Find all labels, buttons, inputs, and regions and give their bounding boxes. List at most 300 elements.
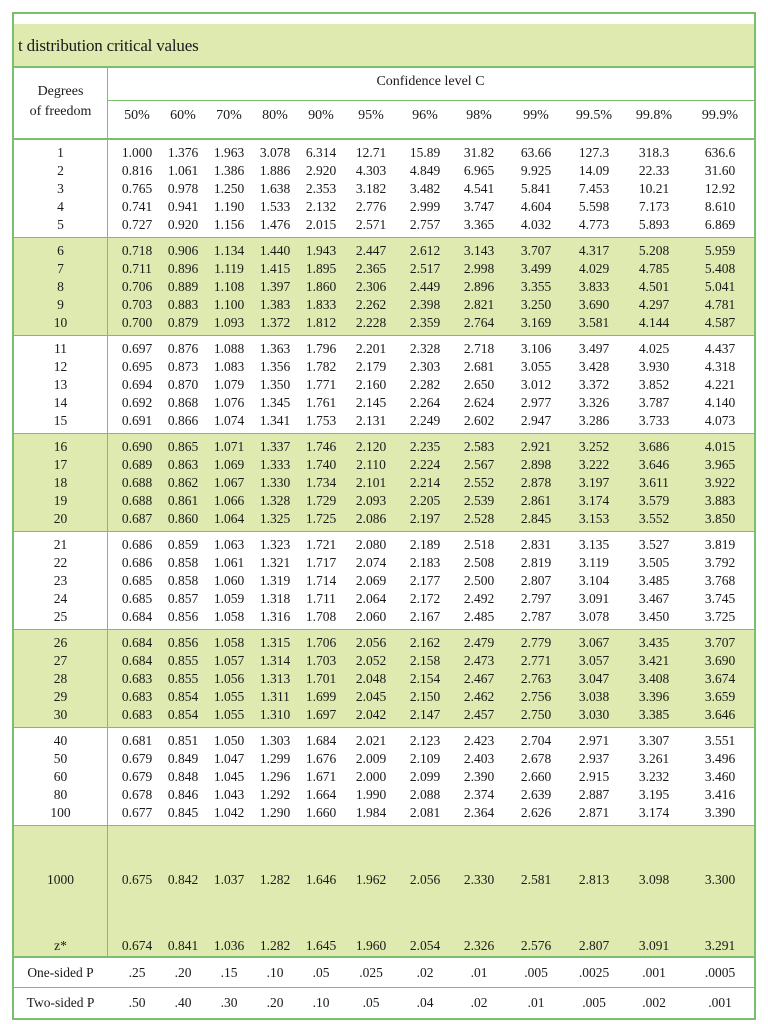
critical-value: 2.052: [355, 653, 387, 668]
critical-value: 0.876: [167, 341, 199, 356]
df-value: 19: [53, 493, 68, 508]
critical-value: 0.856: [167, 609, 199, 624]
critical-value: 2.947: [520, 413, 552, 428]
critical-value: 1.134: [213, 243, 245, 258]
critical-value: 2.177: [409, 573, 441, 588]
table-row: [14, 804, 754, 822]
critical-value: 4.144: [638, 315, 670, 330]
critical-value: 2.920: [305, 163, 337, 178]
critical-value: 3.047: [578, 671, 610, 686]
critical-value: 3.674: [704, 671, 736, 686]
df-value: 60: [53, 769, 68, 784]
table-row: [14, 670, 754, 688]
critical-value: 3.725: [704, 609, 736, 624]
df-value: 14: [53, 395, 68, 410]
critical-value: 2.567: [463, 457, 495, 472]
df-value: 3: [57, 181, 64, 196]
critical-value: 31.60: [704, 163, 736, 178]
critical-value: 2.581: [520, 872, 552, 887]
critical-value: 0.718: [121, 243, 153, 258]
critical-value: 3.690: [704, 653, 736, 668]
critical-value: 1.156: [213, 217, 245, 232]
critical-value: 3.307: [638, 733, 670, 748]
table-row: [14, 260, 754, 278]
table-row: [14, 144, 754, 162]
critical-value: 1.333: [259, 457, 291, 472]
critical-value: 2.353: [305, 181, 337, 196]
critical-value: 1.100: [213, 297, 245, 312]
critical-value: 3.408: [638, 671, 670, 686]
df-value: 2: [57, 163, 64, 178]
critical-value: 1.990: [355, 787, 387, 802]
critical-value: 1.190: [213, 199, 245, 214]
critical-value: 4.317: [578, 243, 610, 258]
critical-value: 3.505: [638, 555, 670, 570]
critical-value: 1.069: [213, 457, 245, 472]
critical-value: 0.849: [167, 751, 199, 766]
critical-value: 2.088: [409, 787, 441, 802]
critical-value: 2.467: [463, 671, 495, 686]
table-row: [14, 572, 754, 590]
critical-value: 2.797: [520, 591, 552, 606]
df-value: 25: [53, 609, 68, 624]
critical-value: 0.675: [121, 872, 153, 887]
critical-value: 2.831: [520, 537, 552, 552]
critical-value: 3.372: [578, 377, 610, 392]
critical-value: 1.386: [213, 163, 245, 178]
critical-value: 1.782: [305, 359, 337, 374]
critical-value: 3.091: [578, 591, 610, 606]
critical-value: 1.729: [305, 493, 337, 508]
critical-value: 0.679: [121, 751, 153, 766]
critical-value: 1.697: [305, 707, 337, 722]
critical-value: 0.697: [121, 341, 153, 356]
critical-value: 3.551: [704, 733, 736, 748]
critical-value: 0.889: [167, 279, 199, 294]
critical-value: 1.345: [259, 395, 291, 410]
df-value: 7: [57, 261, 64, 276]
row-group-2: [14, 336, 754, 434]
critical-value: 3.416: [704, 787, 736, 802]
critical-value: 1.706: [305, 635, 337, 650]
two-sided-p-value: .10: [312, 995, 330, 1010]
critical-value: 2.449: [409, 279, 441, 294]
critical-value: 3.659: [704, 689, 736, 704]
critical-value: 2.109: [409, 751, 441, 766]
critical-value: 0.684: [121, 609, 153, 624]
critical-value: 0.858: [167, 573, 199, 588]
critical-value: 3.385: [638, 707, 670, 722]
critical-value: 3.579: [638, 493, 670, 508]
critical-value: 3.135: [578, 537, 610, 552]
df-value: 20: [53, 511, 68, 526]
critical-value: 3.174: [638, 805, 670, 820]
df-header-line1: Degrees: [37, 84, 84, 99]
critical-value: 0.816: [121, 163, 153, 178]
critical-value: 3.707: [520, 243, 552, 258]
critical-value: 0.883: [167, 297, 199, 312]
critical-value: 1.083: [213, 359, 245, 374]
critical-value: 2.624: [463, 395, 495, 410]
critical-value: 3.355: [520, 279, 552, 294]
critical-value: 12.71: [355, 145, 387, 160]
row-group-4: [14, 532, 754, 630]
critical-value: 2.539: [463, 493, 495, 508]
critical-value: 3.421: [638, 653, 670, 668]
critical-value: 2.160: [355, 377, 387, 392]
critical-value: 0.692: [121, 395, 153, 410]
critical-value: 1.055: [213, 689, 245, 704]
table-row: [14, 242, 754, 260]
critical-value: 2.779: [520, 635, 552, 650]
critical-value: 0.727: [121, 217, 153, 232]
critical-value: 2.887: [578, 787, 610, 802]
critical-value: 2.021: [355, 733, 387, 748]
table-row: [14, 412, 754, 430]
critical-value: 0.703: [121, 297, 153, 312]
critical-value: 1.061: [213, 555, 245, 570]
critical-value: 2.365: [355, 261, 387, 276]
critical-value: 1.717: [305, 555, 337, 570]
critical-value: 1.058: [213, 609, 245, 624]
critical-value: 2.771: [520, 653, 552, 668]
critical-value: 2.819: [520, 555, 552, 570]
table-row: [14, 376, 754, 394]
critical-value: 2.162: [409, 635, 441, 650]
critical-value: 2.681: [463, 359, 495, 374]
critical-value: 0.855: [167, 671, 199, 686]
confidence-level-col-8: 99%: [523, 108, 549, 123]
critical-value: 2.205: [409, 493, 441, 508]
critical-value: 0.683: [121, 707, 153, 722]
z-star-value: 1.036: [213, 938, 245, 953]
critical-value: 0.906: [167, 243, 199, 258]
two-sided-p-value: .40: [174, 995, 192, 1010]
critical-value: 2.330: [463, 872, 495, 887]
critical-value: 1.746: [305, 439, 337, 454]
one-sided-label: One-sided P: [27, 965, 94, 980]
critical-value: 2.101: [355, 475, 387, 490]
critical-value: 4.029: [578, 261, 610, 276]
critical-value: 2.045: [355, 689, 387, 704]
critical-value: 3.038: [578, 689, 610, 704]
critical-value: 1.337: [259, 439, 291, 454]
critical-value: 2.328: [409, 341, 441, 356]
confidence-level-col-11: 99.9%: [701, 108, 739, 123]
critical-value: 1.684: [305, 733, 337, 748]
critical-value: 3.057: [578, 653, 610, 668]
table-row: [14, 510, 754, 528]
critical-value: 2.264: [409, 395, 441, 410]
critical-value: 5.208: [638, 243, 670, 258]
two-sided-p-value: .02: [470, 995, 488, 1010]
two-sided-p-value: .20: [266, 995, 284, 1010]
critical-value: 0.856: [167, 635, 199, 650]
critical-value: 0.688: [121, 475, 153, 490]
critical-value: 2.971: [578, 733, 610, 748]
critical-value: 7.453: [578, 181, 610, 196]
critical-value: 1.299: [259, 751, 291, 766]
critical-value: 3.646: [704, 707, 736, 722]
critical-value: 0.896: [167, 261, 199, 276]
one-sided-p-value: .005: [524, 965, 548, 980]
critical-value: 1.676: [305, 751, 337, 766]
critical-value: 1.050: [213, 733, 245, 748]
one-sided-p-value: .02: [416, 965, 434, 980]
critical-value: 5.408: [704, 261, 736, 276]
z-star-row: [14, 934, 754, 958]
table-row: [14, 688, 754, 706]
two-sided-p-value: .50: [128, 995, 146, 1010]
critical-value: 2.081: [409, 805, 441, 820]
z-star-label: z*: [54, 938, 67, 953]
critical-value: 1.701: [305, 671, 337, 686]
two-sided-label: Two-sided P: [26, 995, 95, 1010]
critical-value: 0.873: [167, 359, 199, 374]
critical-value: 1.984: [355, 805, 387, 820]
table-row: [14, 358, 754, 376]
two-sided-p-row: [14, 988, 754, 1018]
critical-value: 1.074: [213, 413, 245, 428]
df-value: 8: [57, 279, 64, 294]
critical-value: 1.886: [259, 163, 291, 178]
critical-value: 3.261: [638, 751, 670, 766]
row-group-5: [14, 630, 754, 728]
critical-value: 1.533: [259, 199, 291, 214]
critical-value: 2.147: [409, 707, 441, 722]
critical-value: 0.861: [167, 493, 199, 508]
critical-value: 0.679: [121, 769, 153, 784]
critical-value: 2.552: [463, 475, 495, 490]
critical-value: 0.765: [121, 181, 153, 196]
confidence-level-col-0: 50%: [124, 108, 150, 123]
df-value: 24: [53, 591, 68, 606]
critical-value: 2.508: [463, 555, 495, 570]
critical-value: 1.476: [259, 217, 291, 232]
z-star-value: 3.291: [704, 938, 736, 953]
df-value: 80: [53, 787, 68, 802]
critical-value: 0.854: [167, 707, 199, 722]
two-sided-p-value: .001: [708, 995, 732, 1010]
critical-value: 5.598: [578, 199, 610, 214]
critical-value: 31.82: [463, 145, 495, 160]
df-column-divider: [107, 68, 108, 958]
df-value: 50: [53, 751, 68, 766]
critical-value: 1.812: [305, 315, 337, 330]
critical-value: 1.962: [355, 872, 387, 887]
critical-value: 3.232: [638, 769, 670, 784]
critical-value: 1.047: [213, 751, 245, 766]
critical-value: 1.290: [259, 805, 291, 820]
df-value: 16: [53, 439, 68, 454]
critical-value: 2.500: [463, 573, 495, 588]
critical-value: 0.941: [167, 199, 199, 214]
critical-value: 2.485: [463, 609, 495, 624]
df-value: 1: [57, 145, 64, 160]
critical-value: 1.943: [305, 243, 337, 258]
critical-value: 0.686: [121, 555, 153, 570]
t-table-frame: [12, 12, 756, 1020]
z-star-value: 2.326: [463, 938, 495, 953]
critical-value: 2.807: [520, 573, 552, 588]
critical-value: 2.447: [355, 243, 387, 258]
two-sided-p-value: .04: [416, 995, 434, 1010]
critical-value: 2.998: [463, 261, 495, 276]
critical-value: 1.250: [213, 181, 245, 196]
critical-value: 4.773: [578, 217, 610, 232]
critical-value: 0.858: [167, 555, 199, 570]
critical-value: 1.671: [305, 769, 337, 784]
critical-value: 2.009: [355, 751, 387, 766]
z-star-value: 0.841: [167, 938, 199, 953]
critical-value: 1.383: [259, 297, 291, 312]
critical-value: 3.195: [638, 787, 670, 802]
critical-value: 2.423: [463, 733, 495, 748]
critical-value: 4.604: [520, 199, 552, 214]
critical-value: 0.879: [167, 315, 199, 330]
critical-value: 2.403: [463, 751, 495, 766]
critical-value: 0.684: [121, 635, 153, 650]
row-group-1: [14, 238, 754, 336]
critical-value: 1.310: [259, 707, 291, 722]
critical-value: 2.528: [463, 511, 495, 526]
critical-value: 2.056: [409, 872, 441, 887]
critical-value: 1.043: [213, 787, 245, 802]
df-value: 21: [53, 537, 68, 552]
critical-value: 4.849: [409, 163, 441, 178]
critical-value: 1.372: [259, 315, 291, 330]
confidence-level-col-1: 60%: [170, 108, 196, 123]
critical-value: 3.174: [578, 493, 610, 508]
critical-value: 1.058: [213, 635, 245, 650]
critical-value: 1.318: [259, 591, 291, 606]
critical-value: 3.922: [704, 475, 736, 490]
confidence-level-col-3: 80%: [262, 108, 288, 123]
critical-value: 1.376: [167, 145, 199, 160]
critical-value: 1.721: [305, 537, 337, 552]
critical-value: 2.000: [355, 769, 387, 784]
critical-value: 3.527: [638, 537, 670, 552]
critical-value: 2.197: [409, 511, 441, 526]
critical-value: 4.303: [355, 163, 387, 178]
critical-value: 3.707: [704, 635, 736, 650]
critical-value: 3.365: [463, 217, 495, 232]
row-group-6: [14, 728, 754, 826]
critical-value: 2.235: [409, 439, 441, 454]
critical-value: 2.306: [355, 279, 387, 294]
critical-value: 0.683: [121, 689, 153, 704]
critical-value: 2.201: [355, 341, 387, 356]
critical-value: 0.706: [121, 279, 153, 294]
critical-value: 0.686: [121, 537, 153, 552]
df-value: 28: [53, 671, 68, 686]
critical-value: 4.140: [704, 395, 736, 410]
critical-value: 2.224: [409, 457, 441, 472]
critical-value: 3.646: [638, 457, 670, 472]
z-star-value: 2.054: [409, 938, 441, 953]
table-row: [14, 438, 754, 456]
critical-value: 2.249: [409, 413, 441, 428]
critical-value: 2.626: [520, 805, 552, 820]
critical-value: 1.753: [305, 413, 337, 428]
critical-value: 0.688: [121, 493, 153, 508]
critical-value: 0.678: [121, 787, 153, 802]
critical-value: 6.965: [463, 163, 495, 178]
table-row: [14, 634, 754, 652]
critical-value: 3.787: [638, 395, 670, 410]
critical-value: 0.683: [121, 671, 153, 686]
critical-value: 2.479: [463, 635, 495, 650]
critical-value: 6.869: [704, 217, 736, 232]
critical-value: 2.999: [409, 199, 441, 214]
df-value: 27: [53, 653, 68, 668]
critical-value: 2.172: [409, 591, 441, 606]
critical-value: 0.854: [167, 689, 199, 704]
critical-value: 3.390: [704, 805, 736, 820]
row-group-0: [14, 140, 754, 238]
critical-value: 1.711: [306, 591, 336, 606]
critical-value: 1.740: [305, 457, 337, 472]
critical-value: 0.920: [167, 217, 199, 232]
critical-value: 2.776: [355, 199, 387, 214]
critical-value: 0.846: [167, 787, 199, 802]
critical-value: 0.851: [167, 733, 199, 748]
critical-value: 1.314: [259, 653, 291, 668]
critical-value: 2.571: [355, 217, 387, 232]
critical-value: 0.862: [167, 475, 199, 490]
critical-value: 2.612: [409, 243, 441, 258]
critical-value: 1.071: [213, 439, 245, 454]
critical-value: 4.781: [704, 297, 736, 312]
critical-value: 3.768: [704, 573, 736, 588]
df-value: 9: [57, 297, 64, 312]
critical-value: 3.883: [704, 493, 736, 508]
df-value: 4: [57, 199, 64, 214]
critical-value: 2.364: [463, 805, 495, 820]
critical-value: 0.870: [167, 377, 199, 392]
critical-value: 1.088: [213, 341, 245, 356]
df-value: 15: [53, 413, 68, 428]
critical-value: 4.541: [463, 181, 495, 196]
critical-value: 2.896: [463, 279, 495, 294]
critical-value: 0.700: [121, 315, 153, 330]
table-row: [14, 732, 754, 750]
critical-value: 1.328: [259, 493, 291, 508]
critical-value: 2.374: [463, 787, 495, 802]
confidence-level-col-9: 99.5%: [575, 108, 613, 123]
df-value: 17: [53, 457, 68, 472]
critical-value: 3.497: [578, 341, 610, 356]
critical-value: 0.845: [167, 805, 199, 820]
critical-value: 0.689: [121, 457, 153, 472]
critical-value: 1.397: [259, 279, 291, 294]
critical-value: 3.153: [578, 511, 610, 526]
degrees-of-freedom-header: [14, 82, 107, 122]
critical-value: 1.296: [259, 769, 291, 784]
table-row: [14, 340, 754, 358]
critical-value: 1.708: [305, 609, 337, 624]
critical-value: 2.093: [355, 493, 387, 508]
critical-value: 3.965: [704, 457, 736, 472]
table-row: [14, 786, 754, 804]
table-row: [14, 608, 754, 626]
z-star-value: 1.282: [259, 938, 291, 953]
critical-value: 0.687: [121, 511, 153, 526]
z-star-value: 3.091: [638, 938, 670, 953]
critical-value: 2.189: [409, 537, 441, 552]
critical-value: 1.119: [214, 261, 244, 276]
critical-value: 1.714: [305, 573, 337, 588]
